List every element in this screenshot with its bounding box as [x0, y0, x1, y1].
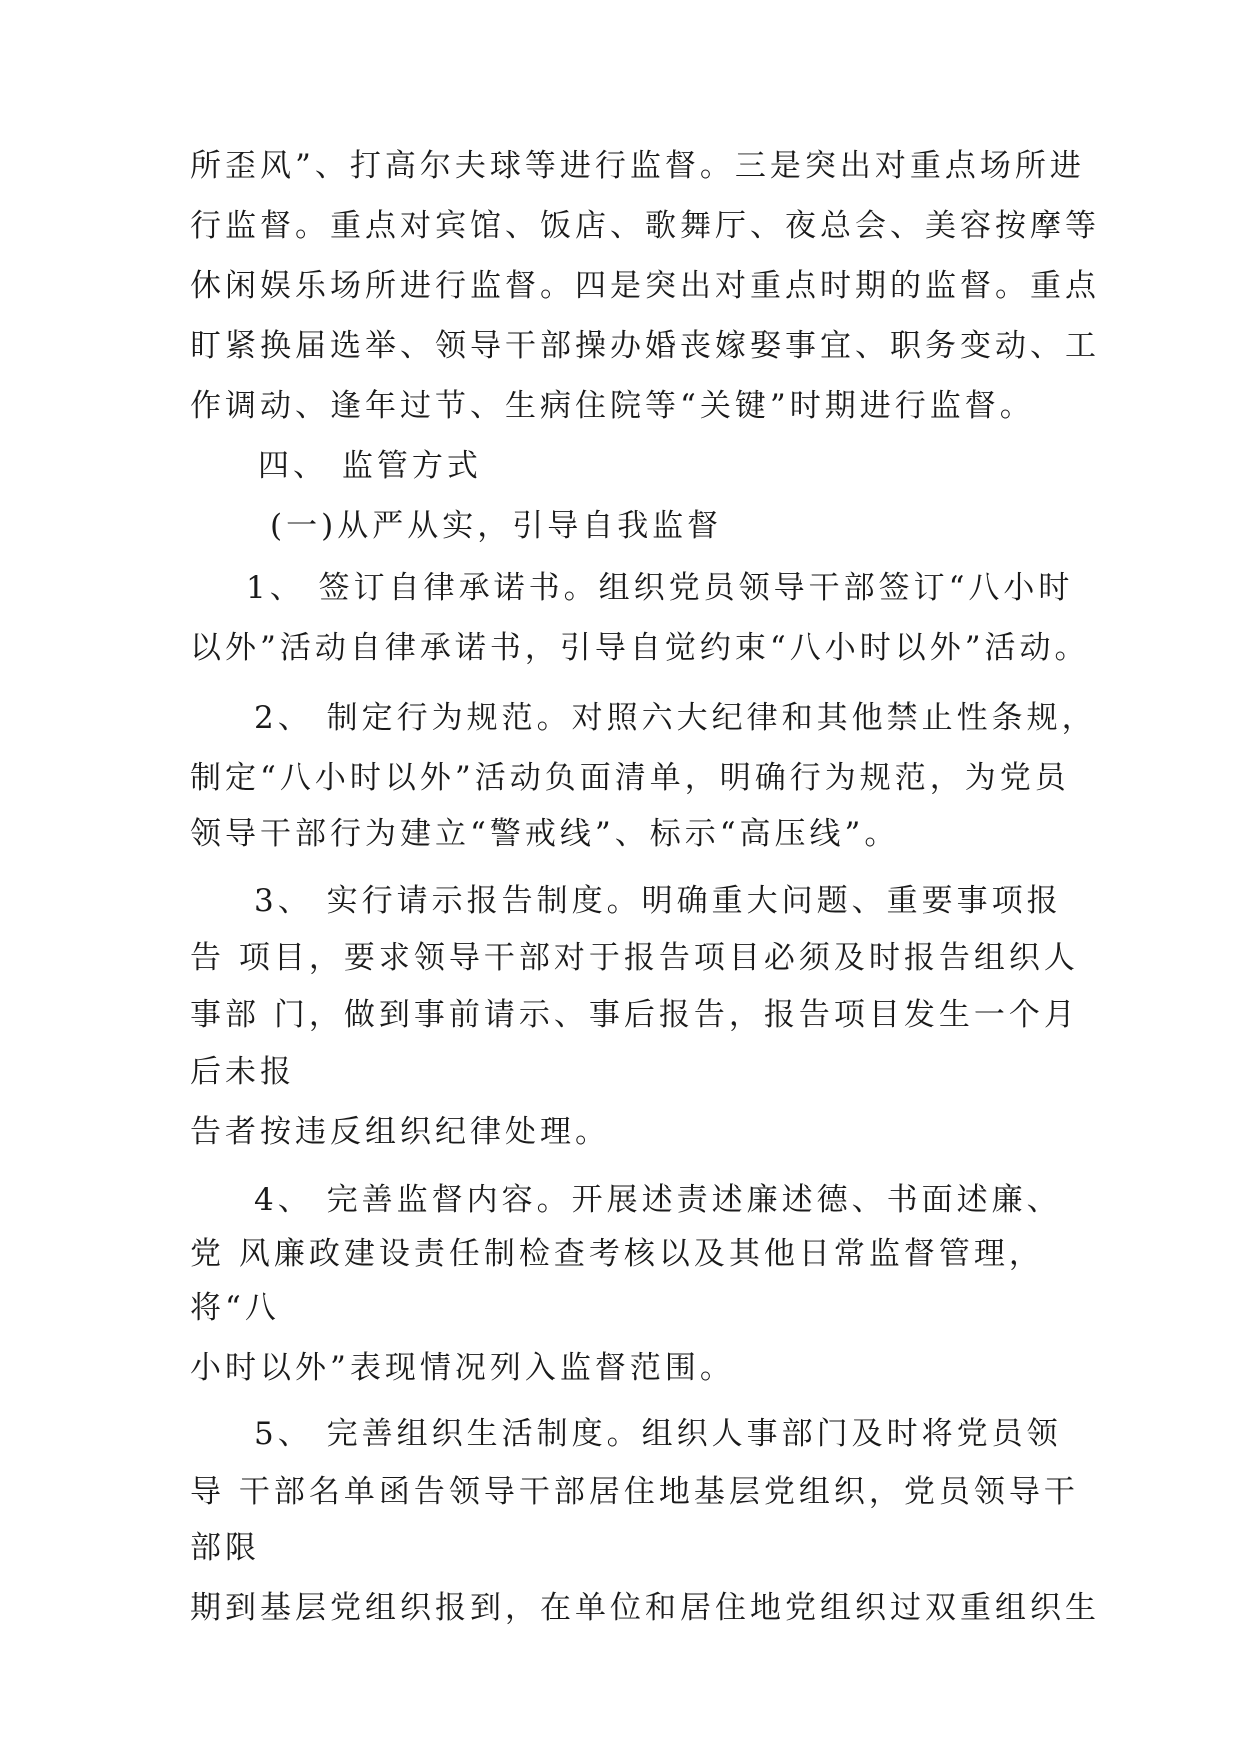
text-line: 作调动、逢年过节、生病住院等“关键”时期进行监督。 [190, 388, 1035, 424]
text-line: 行监督。重点对宾馆、饭店、歌舞厅、夜总会、美容按摩等 [190, 208, 1100, 244]
text-line: 2、 制定行为规范。对照六大纪律和其他禁止性条规， [254, 700, 1097, 736]
text-line: 小时以外”表现情况列入监督范围。 [190, 1350, 735, 1386]
text-line: 后未报 [190, 1054, 295, 1090]
text-line: 所歪风”、打高尔夫球等进行监督。三是突出对重点场所进 [190, 148, 1085, 184]
text-line: 4、 完善监督内容。开展述责述廉述德、书面述廉、 [254, 1182, 1062, 1218]
text-line: 制定“八小时以外”活动负面清单，明确行为规范，为党员 [190, 760, 1070, 796]
text-line: 休闲娱乐场所进行监督。四是突出对重点时期的监督。重点 [190, 268, 1100, 304]
text-line: 盯紧换届选举、领导干部操办婚丧嫁娶事宜、职务变动、工 [190, 328, 1100, 364]
text-line: 告者按违反组织纪律处理。 [190, 1114, 610, 1150]
text-line: 部限 [190, 1530, 260, 1566]
text-line: 党 风廉政建设责任制检查考核以及其他日常监督管理， [190, 1236, 1044, 1272]
text-line: 以外”活动自律承诺书，引导自觉约束“八小时以外”活动。 [190, 630, 1090, 666]
text-line: 5、 完善组织生活制度。组织人事部门及时将党员领 [254, 1416, 1062, 1452]
text-line: 导 干部名单函告领导干部居住地基层党组织，党员领导干 [190, 1474, 1079, 1510]
text-line: 事部 门，做到事前请示、事后报告，报告项目发生一个月 [190, 997, 1079, 1033]
section-heading: 四、 监管方式 [258, 448, 482, 484]
text-line: 期到基层党组织报到，在单位和居住地党组织过双重组织生 [190, 1590, 1100, 1626]
text-line: 领导干部行为建立“警戒线”、标示“高压线”。 [190, 816, 900, 852]
text-line: 告 项目，要求领导干部对于报告项目必须及时报告组织人 [190, 940, 1079, 976]
text-line: 3、 实行请示报告制度。明确重大问题、重要事项报 [254, 883, 1062, 919]
text-line: 将“八 [190, 1290, 280, 1326]
text-line: 1、 签订自律承诺书。组织党员领导干部签订“八小时 [246, 570, 1074, 606]
subsection-heading: (一)从严从实，引导自我监督 [270, 508, 723, 544]
